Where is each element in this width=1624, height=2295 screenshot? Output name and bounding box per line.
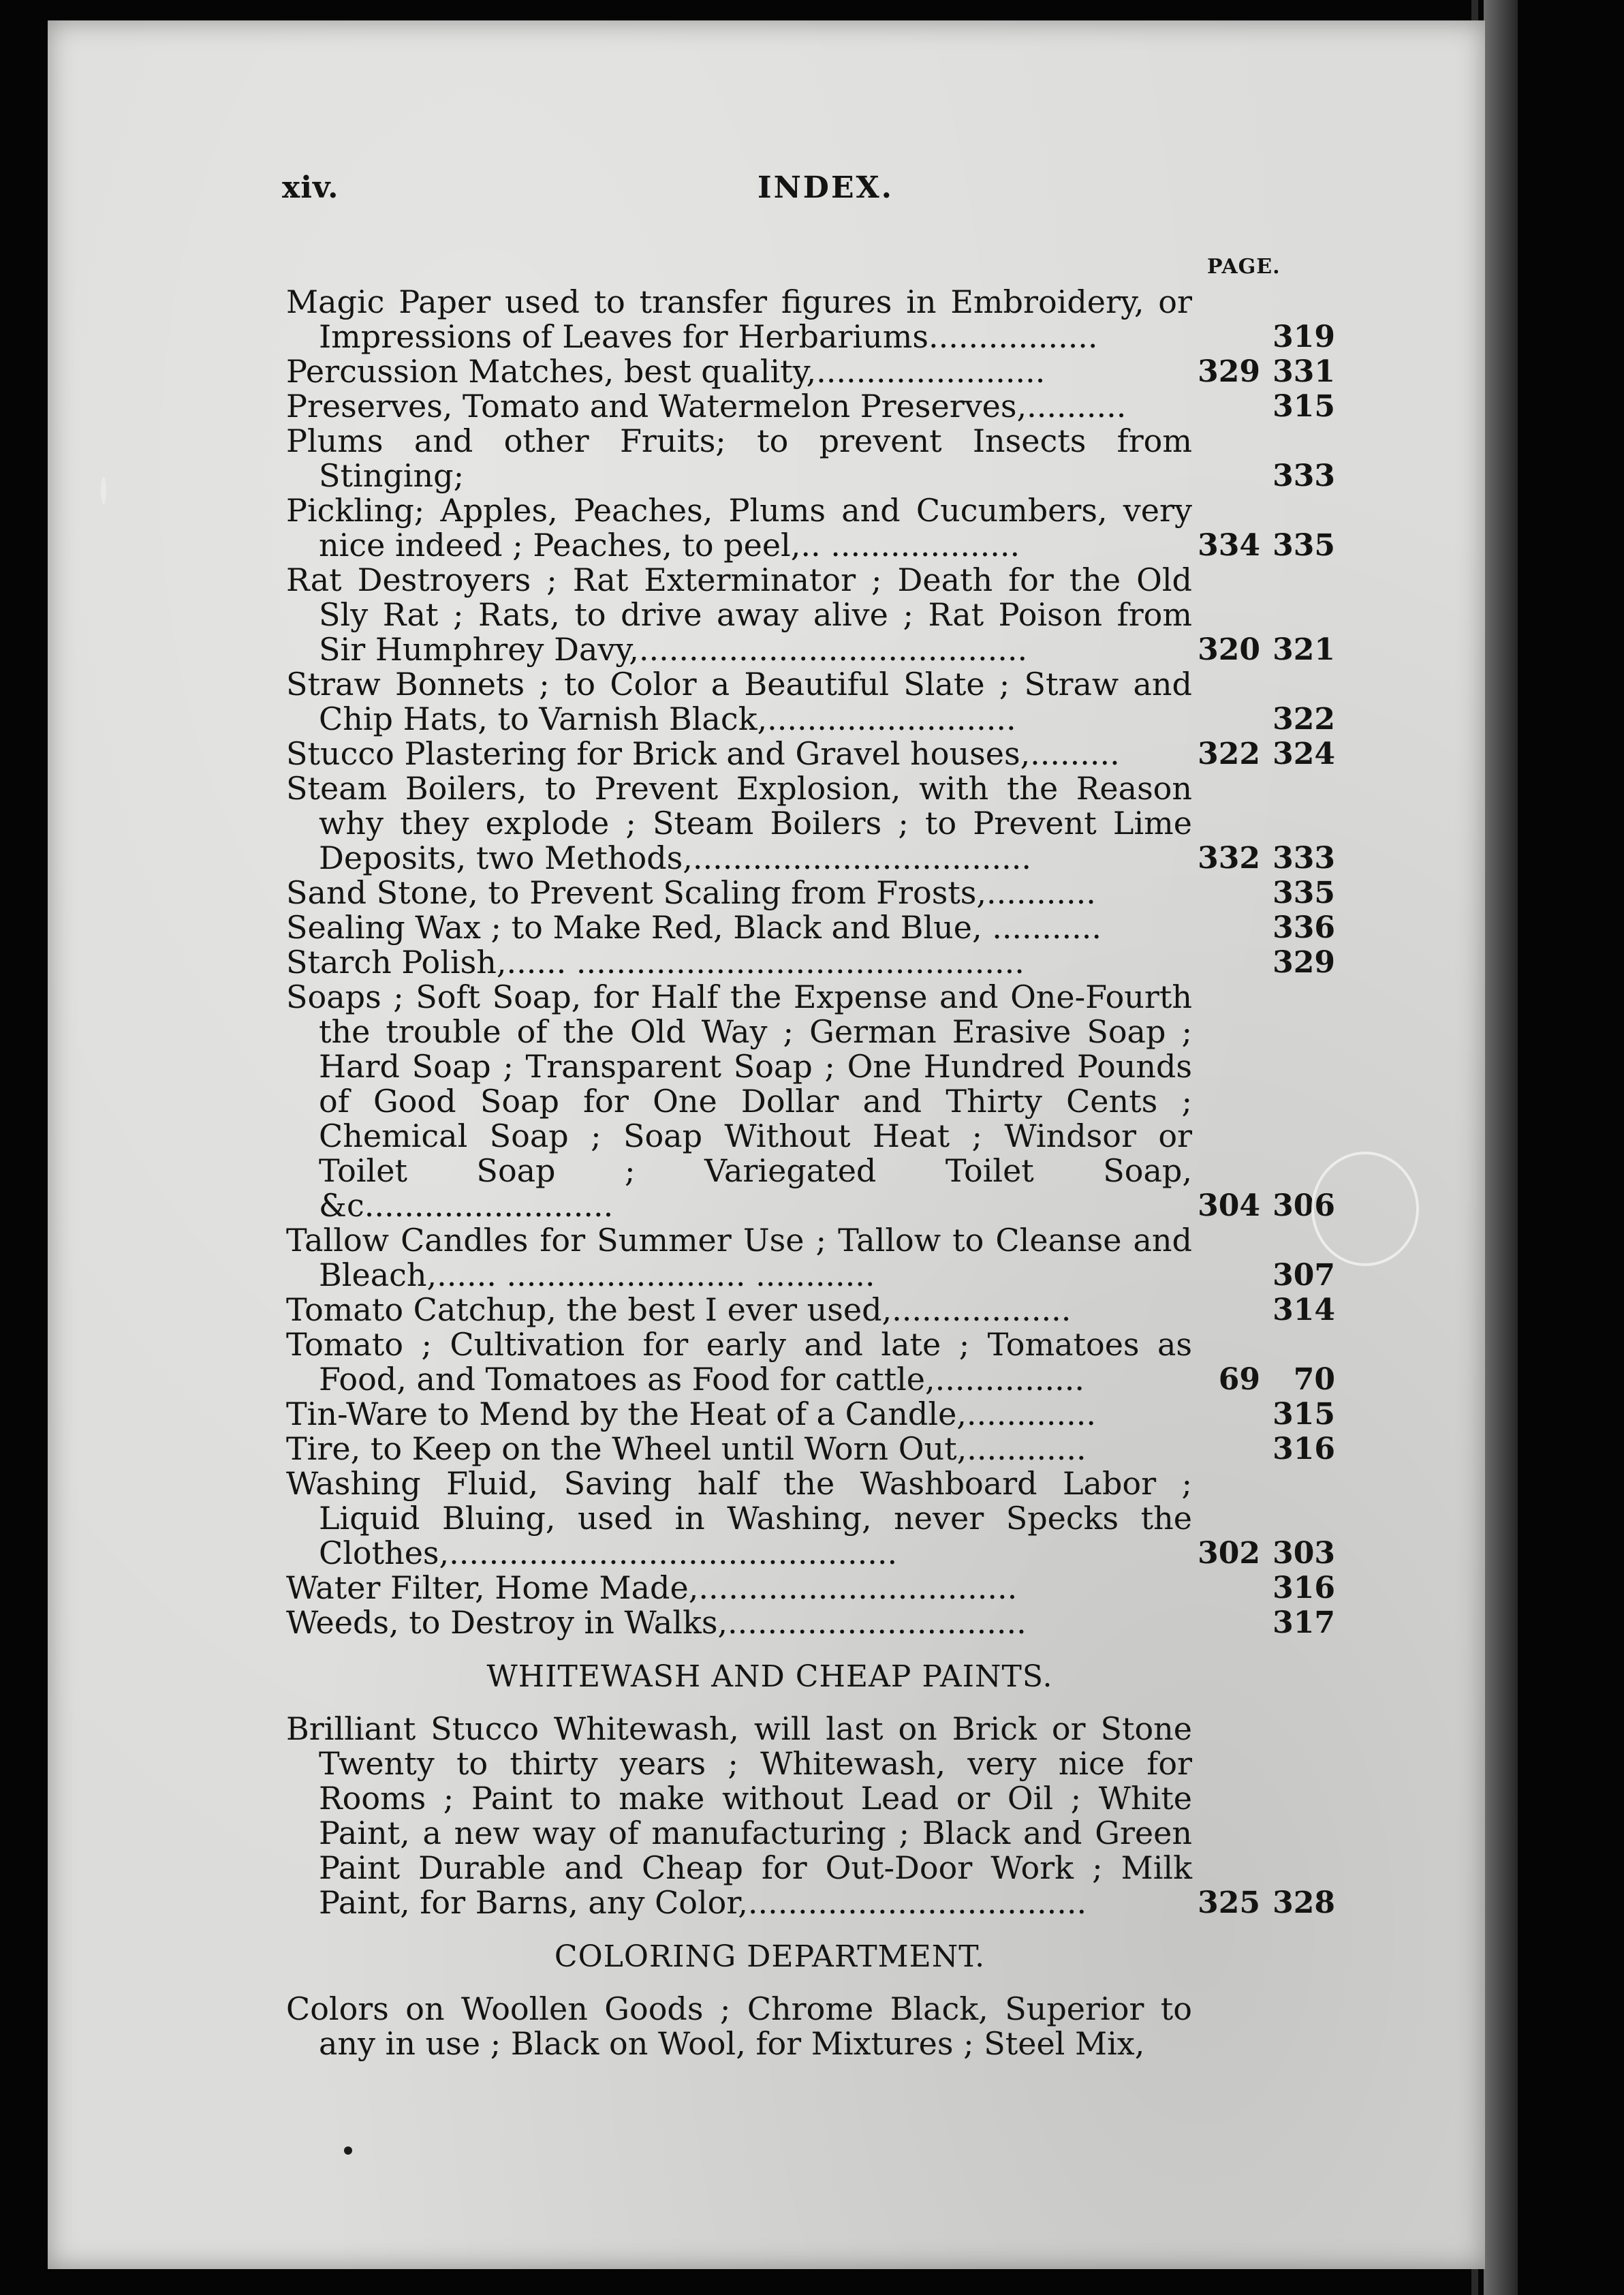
entry-page-end: 328 [1272,1885,1335,1920]
entry-text: Starch Polish,...... ............................................. [286,944,1025,981]
index-entry [286,354,1335,389]
entry-text: Straw Bonnets ; to Color a Beautiful Slate ; Straw and Chip Hats, to Varnish Black,......................... [286,666,1192,737]
page-blemish [1311,1152,1419,1266]
index-content [286,285,1335,2061]
entry-page-start: 304 [1198,1188,1260,1223]
entry-text: Tallow Candles for Summer Use ; Tallow to Cleanse and Bleach,...... ........................ ............ [286,1222,1192,1293]
entry-page-end: 322 [1272,702,1335,737]
entry-text: Brilliant Stucco Whitewash, will last on Brick or Stone Twenty to thirty years ; Whitewash, very nice for Rooms ; Paint to make without Lead or Oil ; White Paint, a new way of manufacturing ; Black and Green Paint Durable and Cheap for Out-Door Work ; Milk Paint, for Barns, any Color,.................................. [286,1710,1192,1921]
index-entry-list [286,1712,1335,1920]
entry-page-end: 321 [1272,632,1335,667]
entry-text: Washing Fluid, Saving half the Washboard Labor ; Liquid Bluing, used in Washing, never Specks the Clothes,............................................. [286,1465,1192,1571]
entry-page-start: 322 [1198,737,1260,771]
entry-page-end: 70 [1293,1362,1335,1397]
entry-text: Colors on Woollen Goods ; Chrome Black, Superior to any in use ; Black on Wool, for Mixtures ; Steel Mix, [286,1990,1192,2062]
entry-page-end: 307 [1272,1258,1335,1293]
entry-page-end: 306 [1272,1188,1335,1223]
entry-text: Percussion Matches, best quality,....................... [286,353,1046,390]
entry-text: Soaps ; Soft Soap, for Half the Expense and One-Fourth the trouble of the Old Way ; German Erasive Soap ; Hard Soap ; Transparent Soap ; One Hundred Pounds of Good Soap for One Dollar and Thirty Cents ; Chemical Soap ; Soap Without Heat ; Windsor or Toilet Soap ; Variegated Toilet Soap, &c......................... [286,979,1192,1224]
entry-text: Sand Stone, to Prevent Scaling from Frosts,........... [286,874,1096,911]
index-entry [286,1571,1335,1605]
entry-page-start: 302 [1198,1536,1260,1571]
index-entry-list [286,285,1335,1640]
entry-text: Magic Paper used to transfer figures in Embroidery, or Impressions of Leaves for Herbariums................. [286,283,1192,355]
entry-page-end: 329 [1272,945,1335,980]
section-title: WHITEWASH AND CHEAP PAINTS. [486,1659,1053,1694]
page-number: xiv. [282,170,339,205]
entry-page-end: 319 [1272,320,1335,354]
entry-text: Sealing Wax ; to Make Red, Black and Blue, ........... [286,909,1102,946]
index-entry [286,389,1335,424]
entry-page-end: 317 [1272,1605,1335,1640]
index-entry [286,1466,1335,1571]
index-entry [286,667,1335,737]
entry-text: Weeds, to Destroy in Walks,.............................. [286,1604,1027,1641]
entry-text: Preserves, Tomato and Watermelon Preserves,.......... [286,388,1127,425]
index-entry [286,1712,1335,1920]
entry-page-end: 336 [1272,910,1335,945]
entry-text: Plums and other Fruits; to prevent Insects from Stinging; [286,422,1192,494]
page-title: INDEX. [758,170,894,205]
index-entry [286,771,1335,876]
index-entry [286,424,1335,493]
page-blemish [344,2146,352,2155]
entry-page-end: 315 [1272,389,1335,424]
entry-page-end: 314 [1272,1293,1335,1327]
entry-page-start: 332 [1198,841,1260,876]
index-entry [286,910,1335,945]
index-entry [286,980,1335,1223]
entry-page-end: 303 [1272,1536,1335,1571]
book-edge [1484,0,1518,2295]
section-title: COLORING DEPARTMENT. [554,1939,986,1974]
page-blemish [101,477,106,504]
entry-text: Stucco Plastering for Brick and Gravel houses,......... [286,735,1120,772]
page-column-label: PAGE. [1207,255,1281,279]
entry-text: Tomato Catchup, the best I ever used,.................. [286,1291,1072,1328]
entry-page-start: 325 [1198,1885,1260,1920]
index-entry [286,1432,1335,1466]
entry-page-end: 324 [1272,737,1335,771]
entry-text: Pickling; Apples, Peaches, Plums and Cucumbers, very nice indeed ; Peaches, to peel,.. ................... [286,492,1192,564]
index-entry [286,1605,1335,1640]
index-entry [286,1293,1335,1327]
entry-page-end: 335 [1272,876,1335,910]
entry-page-end: 333 [1272,459,1335,493]
index-entry-list [286,1992,1335,2061]
entry-text: Rat Destroyers ; Rat Exterminator ; Death for the Old Sly Rat ; Rats, to drive away alive ; Rat Poison from Sir Humphrey Davy,....................................... [286,561,1192,668]
entry-page-start: 334 [1198,528,1260,563]
section-whitewash [286,1659,1335,1920]
index-entry [286,737,1335,771]
index-entry [286,1327,1335,1397]
entry-page-start: 329 [1198,354,1260,389]
entry-page-end: 335 [1272,528,1335,563]
entry-page-end: 333 [1272,841,1335,876]
entry-page-end: 331 [1272,354,1335,389]
entry-text: Steam Boilers, to Prevent Explosion, with the Reason why they explode ; Steam Boilers ; to Prevent Lime Deposits, two Methods,.................................. [286,770,1192,876]
index-entry [286,1397,1335,1432]
entry-page-start: 69 [1218,1362,1260,1397]
entry-text: Tire, to Keep on the Wheel until Worn Out,............ [286,1430,1087,1467]
index-entry [286,285,1335,354]
entry-page-start: 320 [1198,632,1260,667]
index-entry [286,1992,1335,2061]
section-coloring [286,1939,1335,2061]
entry-text: Water Filter, Home Made,................................ [286,1569,1018,1606]
index-entry [286,945,1335,980]
index-entry [286,876,1335,910]
entry-text: Tomato ; Cultivation for early and late ; Tomatoes as Food, and Tomatoes as Food for cattle,............... [286,1326,1192,1398]
index-entry [286,563,1335,667]
entry-text: Tin-Ware to Mend by the Heat of a Candle,............. [286,1396,1097,1432]
entry-page-end: 315 [1272,1397,1335,1432]
entry-page-end: 316 [1272,1571,1335,1605]
entry-page-end: 316 [1272,1432,1335,1466]
index-entry [286,1223,1335,1293]
index-entry [286,493,1335,563]
